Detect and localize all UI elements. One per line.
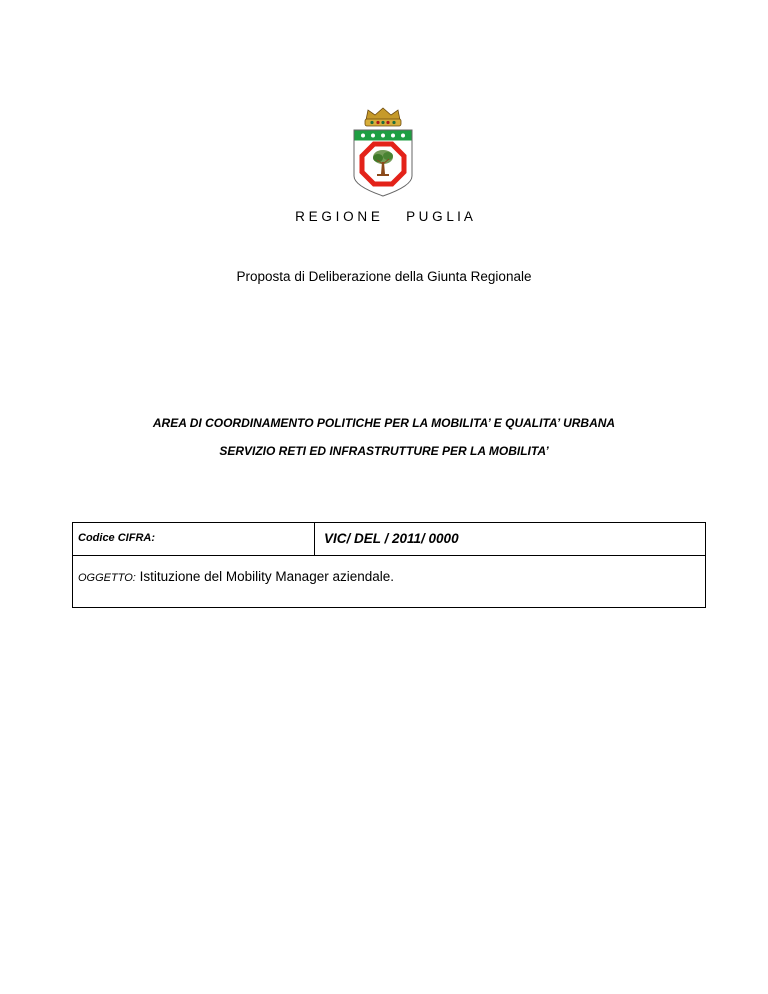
region-name: R E G I O N E P U G L I A [295,209,473,224]
document-info-table [72,522,706,608]
crown-icon [365,108,401,126]
code-row [73,523,705,556]
regione-puglia-coat-of-arms-icon [348,106,418,198]
subject-row [78,568,394,586]
area-heading: AREA DI COORDINAMENTO POLITICHE PER LA MOBILITA’ E QUALITA’ URBANA [152,416,616,430]
code-value: VIC/ DEL / 2011/ 0000 [324,531,459,546]
subject-value: Istituzione del Mobility Manager aziendale. [135,569,395,584]
code-label: Codice CIFRA: [78,532,155,544]
subject-label: OGGETTO: [78,572,136,584]
service-heading: SERVIZIO RETI ED INFRASTRUTTURE PER LA MOBILITA’ [219,444,549,458]
table-divider [314,523,315,555]
shield-icon [354,130,412,196]
document-type-title: Proposta di Deliberazione della Giunta Regionale [236,269,532,284]
